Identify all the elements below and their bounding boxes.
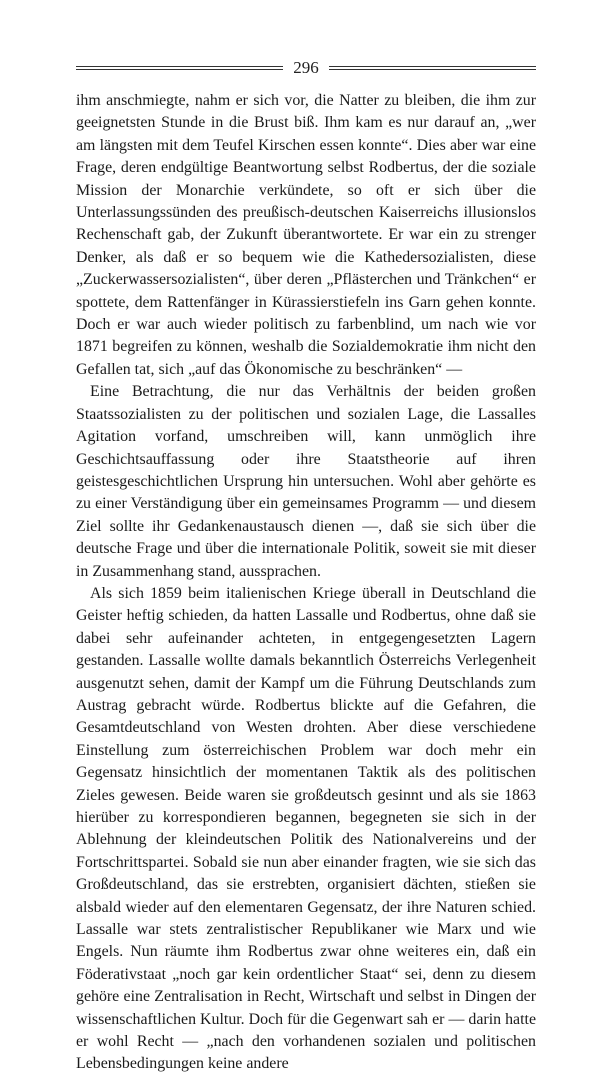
body-text [76,90,536,1076]
paragraph-2: Eine Betrachtung, die nur das Verhältnis der beiden großen Staatssozialisten zu der politischen und sozialen Lage, die Lassalles Agitation vorfand, umschreiben will, kann unmöglich ihre Geschichtsauffassung oder ihre Staatstheorie auf ihren geistesgeschichtlichen Ursprung hin untersuchen. Wohl aber gehörte es zu einer Verständigung über ein gemeinsames Programm — und diesem Ziel sollte ihr Gedankenaustausch dienen —, daß sie sich über die deutsche Frage und über die internationale Politik, soweit sie mit dieser in Zusammenhang stand, aussprachen. [76,383,536,580]
header-rule-right [329,66,536,70]
paragraph-3: Als sich 1859 beim italienischen Kriege überall in Deutschland die Geister heftig schieden, da hatten Lassalle und Rodbertus, ohne daß sie dabei sehr aufeinander achteten, in entgegengesetzten Lagern gestanden. Lassalle wollte damals bekanntlich Österreichs Verlegenheit ausgenutzt sehen, damit der Kampf um die Führung Deutschlands zum Austrag gebracht würde. Rodbertus blickte auf die Gefahren, die Gesamtdeutschland von Westen drohten. Aber diese verschiedene Einstellung zum österreichischen Problem war doch mehr ein Gegensatz hinsichtlich der momentanen Taktik als des politischen Zieles gewesen. Beide waren sie großdeutsch gesinnt und als sie 1863 hierüber zu korrespondieren begannen, begegneten sie sich in der Ablehnung der kleindeutschen Politik des Nationalvereins und der Fortschrittspartei. Sobald sie nun aber einander fragten, wie sie sich das Großdeutschland, das sie erstrebten, organisiert dächten, stießen sie alsbald wieder auf den elementaren Gegensatz, der ihre Naturen schied. Lassalle war stets zentralistischer Republikaner wie Marx und wie Engels. Nun räumte ihm Rodbertus zwar ohne weiteres ein, daß ein Föderativstaat „noch gar kein ordentlicher Staat“ sei, denn zu diesem gehöre eine Zentralisation in Recht, Wirtschaft und selbst in Dingen der wissenschaftlichen Kultur. Doch für die Gegenwart sah er — darin hatte er wohl Recht — „nach den vorhandenen sozialen und politischen Lebensbedingungen keine andere [76,584,536,1073]
paragraph-1: ihm anschmiegte, nahm er sich vor, die Natter zu bleiben, die ihm zur geeignetsten Stunde in die Brust biß. Ihm kam es nur darauf an, „wer am längsten mit dem Teufel Kirschen essen konnte“. Dies aber war eine Frage, deren endgültige Beantwortung selbst Rodbertus, der die soziale Mission der Monarchie verkündete, so oft er sich über die Unterlassungssünden des preußisch-deutschen Kaiserreichs illusionslos Rechenschaft gab, der Zukunft überantwortete. Er war ein zu strenger Denker, als daß er so bequem wie die Kathedersozialisten, diese „Zuckerwassersozialisten“, über deren „Pflästerchen und Tränkchen“ er spottete, dem Rattenfänger in Kürassierstiefeln ins Garn gehen konnte. Doch er war auch wieder politisch zu farbenblind, um nach wie vor 1871 begreifen zu können, weshalb die Sozialdemokratie ihm nicht den Gefallen tat, sich „auf das Ökonomische zu beschränken“ — [76,92,536,378]
page-header [76,58,536,78]
page-number: 296 [293,58,319,77]
header-rule-left [76,66,283,70]
